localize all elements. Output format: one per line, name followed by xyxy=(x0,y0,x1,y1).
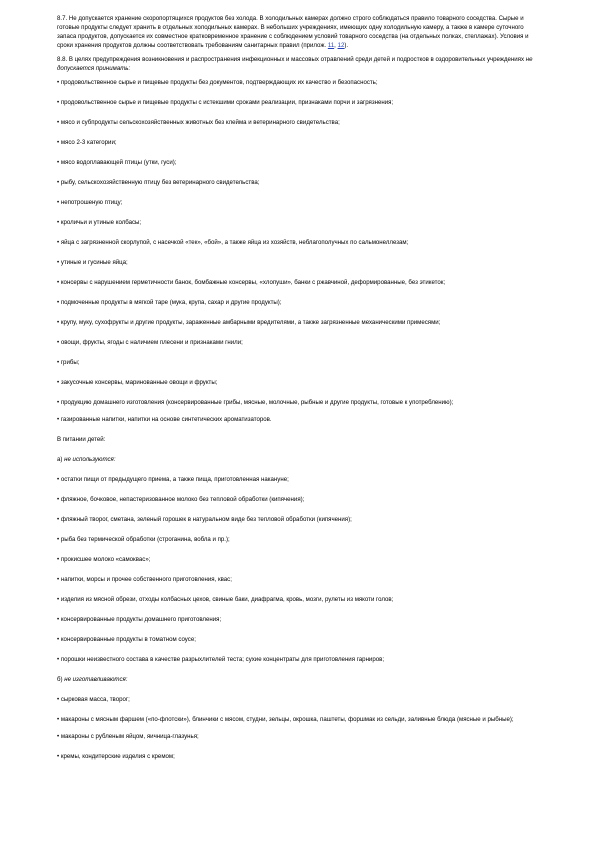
list-item: • консервы с нарушением герметичности банок, бомбажные консервы, «хлопуши», банки с ржавчиной, деформированные, без этикеток; xyxy=(57,279,446,286)
group-b-heading xyxy=(57,675,541,684)
not-prepared-list xyxy=(57,695,541,761)
list-item: • сырковая масса, творог; xyxy=(57,696,130,703)
group-a-label: а) xyxy=(57,456,63,463)
list-item: • закусочные консервы, маринованные овощи и фрукты; xyxy=(57,379,218,386)
list-item: • изделия из мясной обрези, отходы колбасных цехов, свиные баки, диафрагма, кровь, мозги, рулеты из мякоти голов; xyxy=(57,596,394,603)
list-item: • консервированные продукты в томатном соусе; xyxy=(57,636,196,643)
list-item: • грибы; xyxy=(57,359,80,366)
list-item: • консервированные продукты домашнего приготовления; xyxy=(57,616,222,623)
group-a-heading xyxy=(57,455,541,464)
not-used-list xyxy=(57,475,541,664)
list-item: • рыбу, сельскохозяйственную птицу без ветеринарного свидетельства; xyxy=(57,179,260,186)
list-item: • макароны с мясным фаршем («по-флотски»), блинчики с мясом, студни, зельцы, окрошка, паштеты, форшмак из сельди, заливные блюда (мясные и рыбные); xyxy=(57,716,514,723)
paragraph-8-8 xyxy=(57,55,541,73)
list-item: • газированные напитки, напитки на основе синтетических ароматизаторов. xyxy=(57,416,272,423)
list-item: • рыба без термической обработки (строганина, вобла и пр.); xyxy=(57,536,230,543)
list-item: • подмоченные продукты в мягкой таре (мука, крупа, сахар и другие продукты); xyxy=(57,299,282,306)
list-item: • овощи, фрукты, ягоды с наличием плесени и признаками гнили; xyxy=(57,339,243,346)
list-item: • прокисшее молоко «самоквас»; xyxy=(57,556,151,563)
group-b-emphasis: не изготавливаются: xyxy=(64,676,128,683)
link-separator: , xyxy=(334,42,336,49)
appendix-12-link[interactable]: 12 xyxy=(337,42,345,49)
list-item: • кремы, кондитерские изделия с кремом; xyxy=(57,753,175,760)
paragraph-8-7-text: 8.7. Не допускается хранение скоропортящихся продуктов без холода. В холодильных камерах должно строго соблюдаться правило товарного соседства. Сырые и готовые продукты следует хранить в отдельных холодильных камерах. В небольших учреждениях, имеющих одну холодильную камеру, а также в камере суточного запаса продуктов, допускается их совместное кратковременное хранение с соблюдением условий товарного соседства (на отдельных полках, стеллажах). Условия и сроки хранения продуктов должны соответствовать требованиям санитарных правил (прилож. xyxy=(57,15,529,49)
list-item: • фляжный творог, сметана, зеленый горошек в натуральном виде без тепловой обработки (кипячения); xyxy=(57,516,352,523)
list-item: • непотрошеную птицу; xyxy=(57,199,123,206)
list-item: • крупу, муку, сухофрукты и другие продукты, зараженные амбарными вредителями, а также загрязненные механическими примесями; xyxy=(57,319,441,326)
list-item: • утиные и гусиные яйца; xyxy=(57,259,128,266)
list-item: • мясо и субпродукты сельскохозяйственных животных без клейма и ветеринарного свидетельства; xyxy=(57,119,340,126)
paragraph-8-8-lead: 8.8. В целях предупреждения возникновения и распространения инфекционных и массовых отравлений среди детей и подростков в оздоровительных учреждениях xyxy=(57,56,525,63)
group-a-emphasis: не используются: xyxy=(64,456,116,463)
list-item: • остатки пищи от предыдущего приема, а также пища, приготовленная накануне; xyxy=(57,476,289,483)
not-accepted-list xyxy=(57,78,541,424)
list-item: • продукцию домашнего изготовления (консервированные грибы, мясные, молочные, рыбные и другие продукты, готовые к употреблению); xyxy=(57,399,454,406)
appendix-11-link[interactable]: 11 xyxy=(327,42,335,49)
list-item: • макароны с рубленым яйцом, яичница-глазунья; xyxy=(57,733,199,740)
list-item: • кроличьи и утиные колбасы; xyxy=(57,219,142,226)
list-item: • напитки, морсы и прочее собственного приготовления, квас; xyxy=(57,576,232,583)
list-item: • продовольственное сырье и пищевые продукты с истекшими сроками реализации, признаками порчи и загрязнения; xyxy=(57,99,394,106)
paragraph-8-7-end: ). xyxy=(344,42,349,49)
document-body xyxy=(57,14,541,772)
list-item: • мясо 2-3 категории; xyxy=(57,139,117,146)
list-item: • мясо водоплавающей птицы (утки, гуси); xyxy=(57,159,177,166)
list-item: • яйца с загрязненной скорлупой, с насечкой «тек», «бой», а также яйца из хозяйств, неблагополучных по сальмонеллезам; xyxy=(57,239,409,246)
group-b-label: б) xyxy=(57,676,63,683)
list-item: • продовольственное сырье и пищевые продукты без документов, подтверждающих их качество и безопасность; xyxy=(57,79,378,86)
list-item: • порошки неизвестного состава в качестве разрыхлителей теста; сухие концентраты для приготовления гарниров; xyxy=(57,656,385,663)
list-item: • фляжное, бочковое, непастеризованное молоко без тепловой обработки (кипячения); xyxy=(57,496,305,503)
paragraph-8-7 xyxy=(57,14,541,50)
paragraph-8-8-emphasis: не допускается принимать: xyxy=(57,56,533,72)
children-nutrition-heading: В питании детей: xyxy=(57,436,106,443)
